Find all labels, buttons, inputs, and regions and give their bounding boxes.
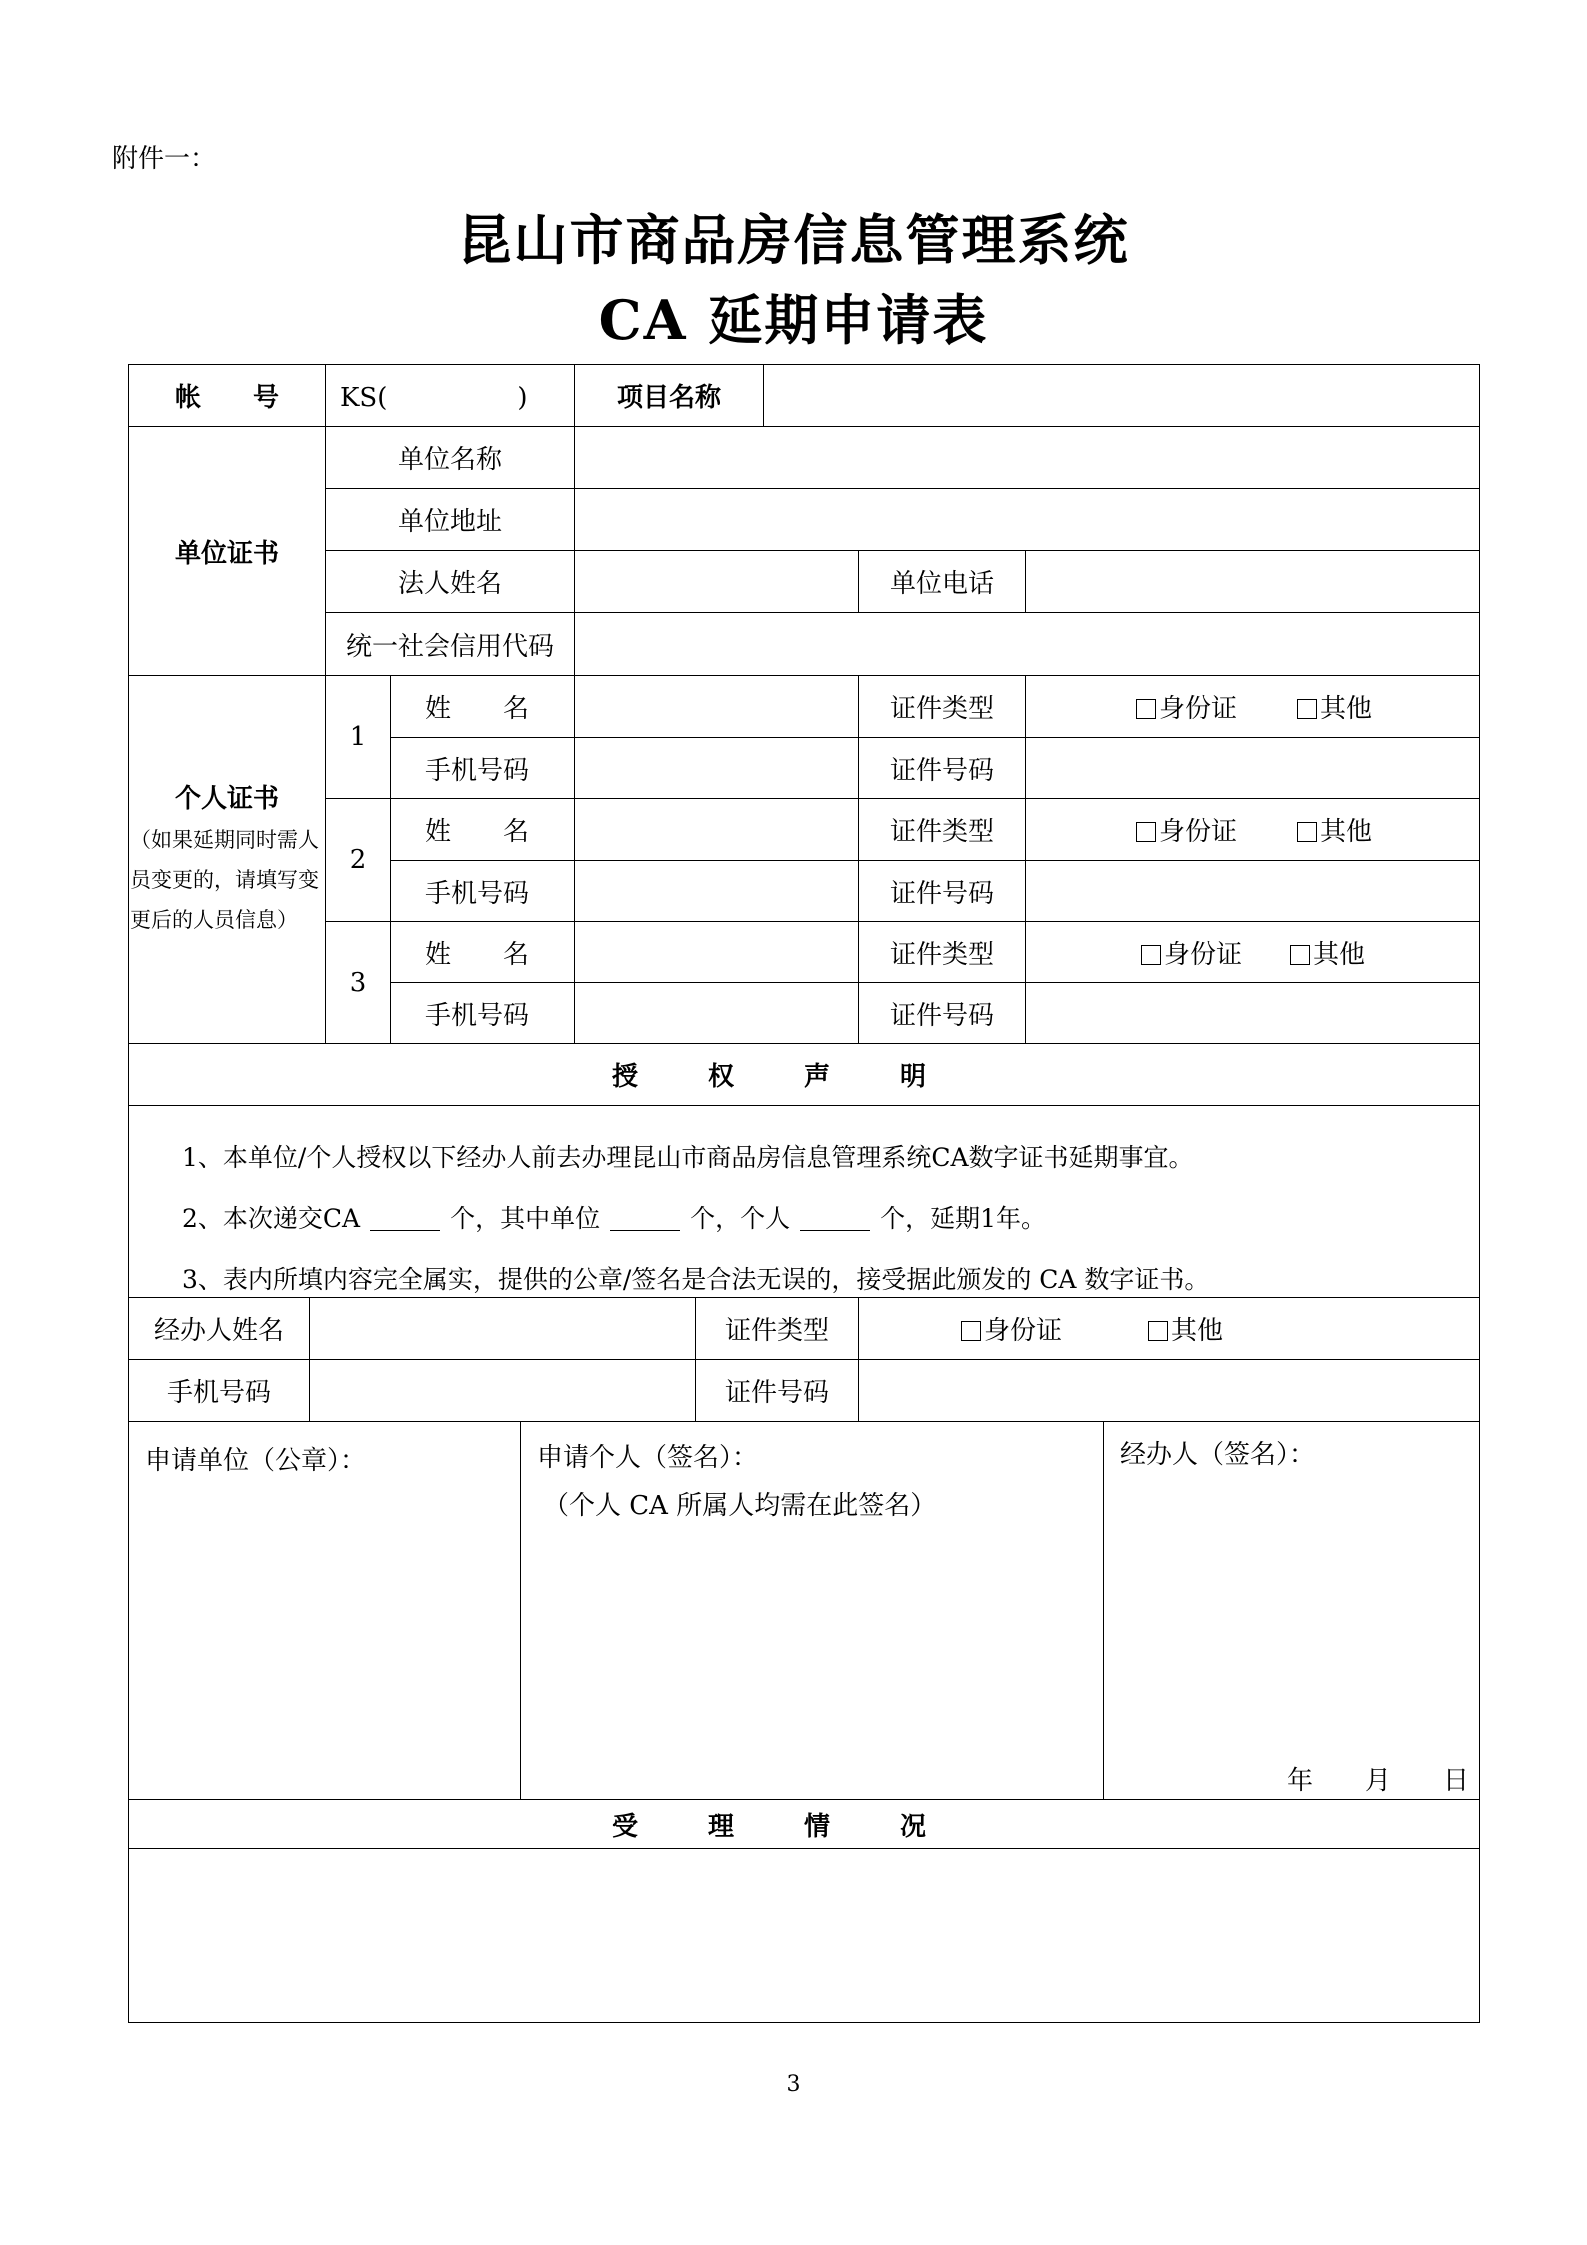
unit-name-field[interactable] [574,426,1480,489]
personal-cert-note: （如果延期同时需人员变更的，请填写变更后的人员信息） [130,828,319,932]
option-label: 身份证 [1159,694,1238,724]
authorization-heading-cell [128,1043,1480,1106]
project-name-field[interactable] [763,364,1480,427]
personal-sign-note: （个人 CA 所属人均需在此签名） [543,1491,937,1521]
checkbox-icon[interactable] [961,1321,981,1341]
person-3-mobile-field[interactable] [574,982,859,1044]
checkbox-icon[interactable] [1136,699,1156,719]
unit-address-field[interactable] [574,488,1480,551]
person-name-label: 姓 名 [425,817,530,847]
option-label: 其他 [1320,817,1373,847]
option-label: 其他 [1320,694,1373,724]
unit-phone-label: 单位电话 [889,569,994,599]
agent-mobile-label: 手机号码 [166,1378,271,1408]
person-3-index-cell [325,921,391,1044]
id-number-label: 证件号码 [889,878,994,909]
checkbox-icon[interactable] [1297,822,1317,842]
processing-heading: 受理情况 [611,1811,996,1842]
legal-person-label-cell [325,550,575,613]
person-2-name-label-cell [390,798,575,861]
id-type-label: 证件类型 [889,817,994,847]
unit-phone-field[interactable] [1025,550,1480,613]
line2-part4: 个，延期1年。 [880,1204,1047,1233]
form-title-line1: 昆山市商品房信息管理系统 [457,208,1130,272]
agent-name-label: 经办人姓名 [153,1316,284,1346]
id-number-label: 证件号码 [889,755,994,786]
agent-id-number-label-cell [695,1359,859,1422]
unit-address-label-cell [325,488,575,551]
person-1-mobile-field[interactable] [574,737,859,799]
agent-id-type-label: 证件类型 [724,1316,829,1346]
option-label: 身份证 [984,1316,1063,1346]
person-2-id-number-field[interactable] [1025,860,1480,922]
person-2-index-cell [325,798,391,922]
agent-mobile-field[interactable] [309,1359,696,1422]
line2-part3: 个，个人 [690,1204,791,1233]
processing-field[interactable] [128,1848,1480,2023]
unit-name-label: 单位名称 [397,445,502,475]
attachment-label: 附件一： [112,144,217,174]
unit-seal-label: 申请单位（公章）： [145,1446,367,1476]
person-1-mobile-label-cell [390,737,575,799]
person-1-id-number-field[interactable] [1025,737,1480,799]
id-type-label: 证件类型 [889,694,994,724]
person-2-id-type-options [1025,798,1480,861]
person-3-id-type-label-cell [858,921,1026,983]
person-name-label: 姓 名 [425,939,530,970]
unit-name-label-cell [325,426,575,489]
line2-part2: 个，其中单位 [450,1204,601,1233]
agent-id-number-field[interactable] [858,1359,1480,1422]
mobile-label: 手机号码 [425,755,530,786]
person-3-mobile-label-cell [390,982,575,1044]
option-label: 身份证 [1159,817,1238,847]
checkbox-icon[interactable] [1290,945,1310,965]
unit-ca-count-field[interactable] [610,1210,680,1231]
processing-heading-cell [128,1799,1480,1849]
account-value: KS( ) [340,383,528,413]
person-1-name-field[interactable] [574,675,859,738]
account-value-field[interactable] [325,364,575,427]
sign-date: 年 月 日 [1287,1766,1470,1796]
project-name-label: 项目名称 [616,383,721,413]
option-label: 其他 [1313,939,1366,970]
person-2-checkbox-id-card[interactable] [1136,811,1237,848]
person-name-label: 姓 名 [425,694,530,724]
legal-person-field[interactable] [574,550,859,613]
account-label-cell [128,364,326,427]
person-2-mobile-field[interactable] [574,860,859,922]
person-1-checkbox-id-card[interactable] [1136,688,1237,725]
person-1-name-label-cell [390,675,575,738]
agent-id-type-options [858,1297,1480,1360]
agent-id-type-label-cell [695,1297,859,1360]
person-3-id-number-field[interactable] [1025,982,1480,1044]
checkbox-icon[interactable] [1148,1321,1168,1341]
account-label: 帐 号 [174,383,279,413]
person-3-name-label-cell [390,921,575,983]
person-3-checkbox-id-card[interactable] [1141,934,1242,971]
agent-checkbox-id-card[interactable] [961,1310,1062,1347]
person-2-name-field[interactable] [574,798,859,861]
authorization-heading: 授权声明 [611,1062,996,1092]
person-3-name-field[interactable] [574,921,859,983]
person-2-id-type-label-cell [858,798,1026,861]
personal-ca-count-field[interactable] [800,1210,870,1231]
id-type-label: 证件类型 [889,939,994,970]
agent-name-field[interactable] [309,1297,696,1360]
mobile-label: 手机号码 [425,878,530,909]
agent-sign-box[interactable] [1103,1421,1480,1800]
person-1-checkbox-other[interactable] [1297,688,1372,725]
credit-code-field[interactable] [574,612,1480,676]
person-index: 1 [349,722,367,752]
page-number: 3 [786,2072,801,2097]
person-1-id-number-label-cell [858,737,1026,799]
checkbox-icon[interactable] [1297,699,1317,719]
agent-mobile-label-cell [128,1359,310,1422]
unit-cert-label: 单位证书 [174,538,279,569]
credit-code-label-cell [325,612,575,676]
unit-address-label: 单位地址 [397,507,502,537]
person-2-mobile-label-cell [390,860,575,922]
person-2-id-number-label-cell [858,860,1026,922]
agent-name-label-cell [128,1297,310,1360]
person-1-id-type-label-cell [858,675,1026,738]
line2-part1: 2、本次递交CA [182,1204,361,1233]
unit-seal-box[interactable] [128,1421,521,1800]
authorization-line-3: 3、表内所填内容完全属实，提供的公章/签名是合法无误的，接受据此颁发的 CA 数字证书。 [182,1265,1210,1294]
person-index: 2 [349,845,367,875]
id-number-label: 证件号码 [889,1000,994,1031]
project-name-label-cell [574,364,764,427]
agent-sign-label: 经办人（签名）： [1120,1440,1316,1470]
checkbox-icon[interactable] [1136,822,1156,842]
unit-phone-label-cell [858,550,1026,613]
person-3-id-number-label-cell [858,982,1026,1044]
personal-cert-label: 个人证书 [174,784,279,814]
person-1-index-cell [325,675,391,799]
form-title-line2: CA 延期申请表 [598,288,989,352]
agent-checkbox-other[interactable] [1148,1310,1223,1347]
agent-id-number-label: 证件号码 [724,1378,829,1408]
person-index: 3 [349,967,367,998]
person-3-checkbox-other[interactable] [1290,934,1365,971]
credit-code-label: 统一社会信用代码 [345,631,554,662]
personal-sign-label: 申请个人（签名）： [537,1443,759,1473]
person-1-id-type-options [1025,675,1480,738]
unit-cert-section-label [128,426,326,676]
checkbox-icon[interactable] [1141,945,1161,965]
option-label: 身份证 [1164,939,1243,970]
personal-sign-box[interactable] [520,1421,1104,1800]
option-label: 其他 [1171,1316,1224,1346]
legal-person-label: 法人姓名 [397,569,502,599]
total-ca-count-field[interactable] [370,1210,440,1231]
authorization-line-1: 1、本单位/个人授权以下经办人前去办理昆山市商品房信息管理系统CA数字证书延期事宜。 [182,1143,1194,1172]
person-2-checkbox-other[interactable] [1297,811,1372,848]
person-3-id-type-options [1025,921,1480,983]
mobile-label: 手机号码 [425,1000,530,1031]
authorization-line-2 [182,1199,1046,1235]
